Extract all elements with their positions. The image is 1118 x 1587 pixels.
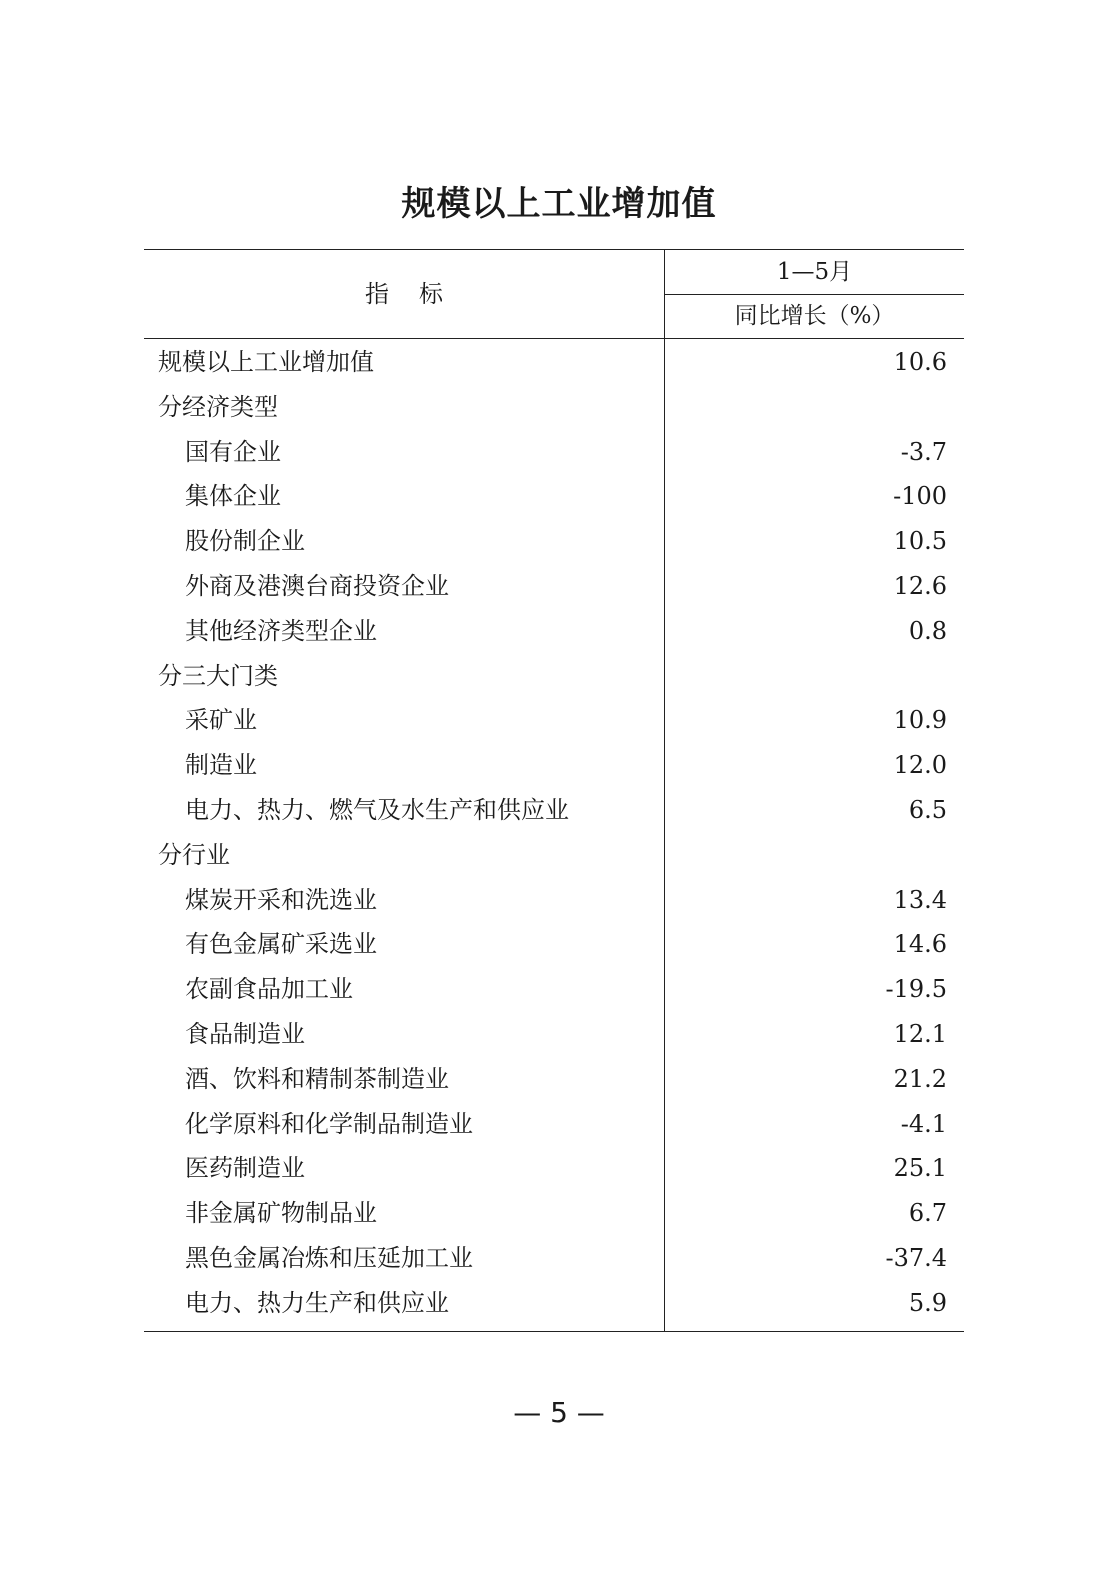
row-label: 国有企业 bbox=[185, 437, 281, 466]
row-label: 分行业 bbox=[158, 840, 230, 869]
row-label: 制造业 bbox=[185, 751, 257, 780]
table-row bbox=[144, 519, 964, 564]
table-row bbox=[144, 474, 964, 519]
row-value: 0.8 bbox=[908, 616, 947, 645]
row-label: 电力、热力生产和供应业 bbox=[185, 1288, 449, 1317]
row-label: 酒、饮料和精制茶制造业 bbox=[185, 1064, 449, 1093]
table-row bbox=[144, 878, 964, 923]
table-row bbox=[144, 609, 964, 654]
indicator-column-header: 指标 bbox=[365, 280, 473, 308]
row-label: 分三大门类 bbox=[158, 661, 278, 690]
table-row bbox=[144, 1102, 964, 1147]
table-row bbox=[144, 788, 964, 833]
metric-column-header: 同比增长（%） bbox=[734, 303, 895, 329]
row-label: 煤炭开采和洗选业 bbox=[185, 885, 377, 914]
row-value: 6.5 bbox=[908, 795, 947, 824]
row-value: 21.2 bbox=[893, 1064, 947, 1093]
table-row bbox=[144, 698, 964, 743]
row-value: 14.6 bbox=[893, 930, 947, 959]
row-value: 10.6 bbox=[893, 348, 947, 376]
table-row bbox=[144, 430, 964, 475]
row-value: 12.6 bbox=[893, 571, 947, 600]
row-label: 外商及港澳台商投资企业 bbox=[185, 571, 449, 600]
row-label: 电力、热力、燃气及水生产和供应业 bbox=[185, 795, 569, 824]
row-label: 食品制造业 bbox=[185, 1019, 305, 1048]
table-row bbox=[144, 1057, 964, 1102]
row-value: -4.1 bbox=[900, 1109, 947, 1138]
row-value: -3.7 bbox=[900, 437, 947, 466]
table-row bbox=[144, 1236, 964, 1281]
row-label: 其他经济类型企业 bbox=[185, 616, 377, 645]
row-label: 采矿业 bbox=[185, 706, 257, 735]
row-value: 10.9 bbox=[893, 706, 947, 735]
row-label: 有色金属矿采选业 bbox=[185, 930, 377, 959]
table-row bbox=[144, 340, 964, 385]
row-label: 非金属矿物制品业 bbox=[185, 1199, 377, 1228]
row-value: 5.9 bbox=[908, 1288, 947, 1317]
table-row bbox=[144, 922, 964, 967]
row-label: 集体企业 bbox=[185, 482, 281, 511]
page-title: 规模以上工业增加值 bbox=[401, 184, 717, 224]
row-value: -37.4 bbox=[885, 1243, 947, 1272]
statistics-table bbox=[144, 249, 964, 1332]
table-row bbox=[144, 833, 964, 878]
table-row bbox=[144, 1191, 964, 1236]
table-row bbox=[144, 967, 964, 1012]
row-label: 股份制企业 bbox=[185, 527, 305, 556]
table-row bbox=[144, 654, 964, 699]
row-label: 分经济类型 bbox=[158, 392, 278, 421]
period-column-header: 1—5月 bbox=[665, 250, 964, 295]
row-label: 化学原料和化学制品制造业 bbox=[185, 1109, 473, 1138]
row-value: 10.5 bbox=[893, 527, 947, 556]
page-number: — 5 — bbox=[513, 1396, 605, 1429]
row-label: 医药制造业 bbox=[185, 1154, 305, 1183]
table-row bbox=[144, 1281, 964, 1326]
table-row bbox=[144, 743, 964, 788]
row-label: 黑色金属冶炼和压延加工业 bbox=[185, 1243, 473, 1272]
table-row bbox=[144, 1146, 964, 1191]
row-value: -100 bbox=[893, 482, 947, 511]
row-value: 6.7 bbox=[908, 1199, 947, 1228]
row-label: 规模以上工业增加值 bbox=[158, 348, 374, 376]
table-header bbox=[144, 250, 964, 339]
row-value: 13.4 bbox=[893, 885, 947, 914]
row-value: 12.1 bbox=[893, 1019, 947, 1048]
row-value: 25.1 bbox=[893, 1154, 947, 1183]
table-row bbox=[144, 385, 964, 430]
table-row bbox=[144, 1012, 964, 1057]
row-label: 农副食品加工业 bbox=[185, 975, 353, 1004]
row-value: 12.0 bbox=[893, 751, 947, 780]
table-body bbox=[144, 339, 964, 1331]
table-row bbox=[144, 564, 964, 609]
row-value: -19.5 bbox=[885, 975, 947, 1004]
